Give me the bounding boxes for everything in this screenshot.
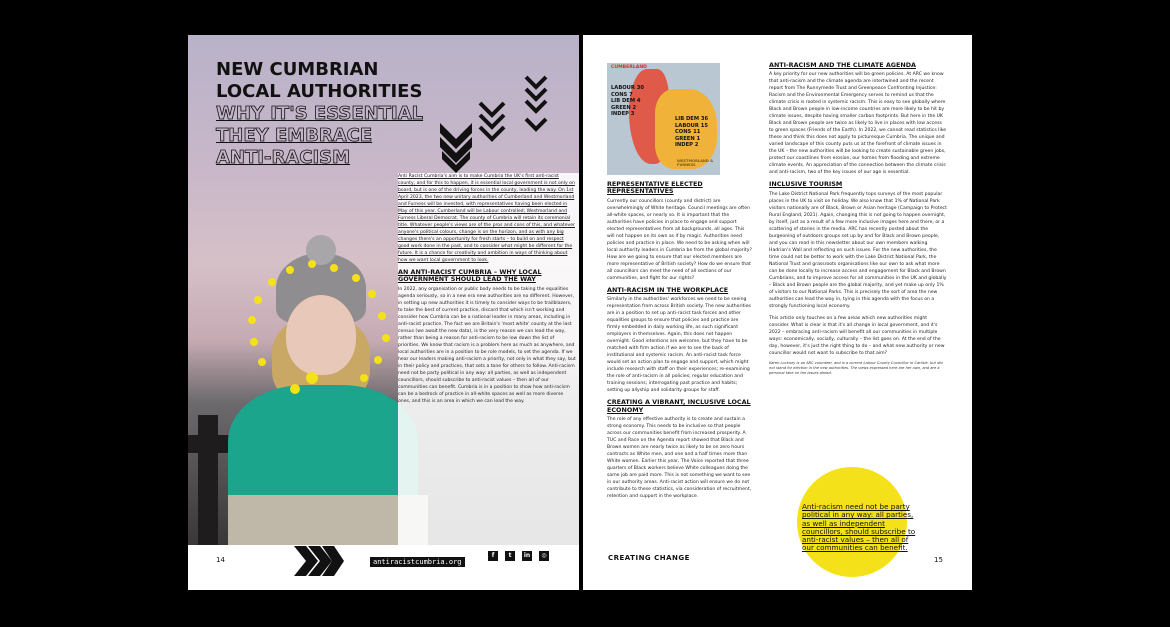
- page-number-left: 14: [216, 556, 225, 564]
- page-number-right: 15: [934, 556, 943, 564]
- linkedin-icon[interactable]: in: [523, 552, 531, 559]
- article-subtitle: [216, 103, 446, 169]
- cumberland-label: CUMBERLAND: [611, 65, 647, 70]
- left-page: [188, 35, 579, 590]
- title-line-1: NEW CUMBRIAN: [216, 59, 379, 80]
- title-line-2: LOCAL AUTHORITIES: [216, 81, 423, 102]
- section3-heading: ANTI-RACISM IN THE WORKPLACE: [607, 285, 729, 294]
- section3-body: Similarly in the authorities' workforces we need to be seeing representation from across British society. The new authorities are in a position to set up anti-racist task forces and other equalities groups to ensure that policies and practice are firmly embedded in daily working life, as such significant employers in themselves. Again, this does not happen overnight. Good intentions are welcome, but they have to be matched with firm action if we are to see the back of institutional and systemic racism. An anti-racist task force would set an action plan to engage and support, which might include research with staff on their experiences; re-examining the role of anti-racism in all policies; regular education and training sessions; interrogating past practice and habits; setting up allyship and solidarity groups for staff.: [607, 297, 751, 394]
- subtitle-line-3: ANTI-RACISM: [216, 147, 351, 168]
- section6-heading: INCLUSIVE TOURISM: [769, 180, 843, 189]
- section2-heading: REPRESENTATIVE ELECTED REPRESENTATIVES: [607, 180, 703, 196]
- website-url[interactable]: antiracistcumbria.org: [370, 557, 465, 567]
- section5-body: A key priority for our new authorities will be green policies. At ARC we know that anti-racism and the climate agenda are intertwined and the recent report from The Runnymede Trust and Greenpeace Confronting Injustice: Racism and the Environmental Emergency serves to remind us that the climate crisis is rooted in systemic racism. This is easy to see globally where Black and Brown people in low-income countries are more likely to be hit by climate issues, despite having smaller carbon footprints. But here in the UK Black and Brown people are twice as likely to live in places with low access to green spaces (Friends of the Earth). In 2022, we cannot read statistics like these and think this does not apply to picturesque Cumbria. The unique and varied landscape of this county puts us at the forefront of climate issues in the UK – the new authorities will be looking to create sustainable green jobs, protect our coastlines from erosion, our homes from flooding and extreme climate events. An appreciation of the connection between the climate crisis and anti-racism, two of the key issues of our age is essential.: [769, 72, 947, 176]
- subtitle-line-1: WHY IT'S ESSENTIAL: [216, 103, 424, 124]
- westmorland-results: LIB DEM 36 LABOUR 15 CONS 11 GREEN 1 INDEP 2: [675, 116, 709, 149]
- pull-quote: Anti-racism need not be party political in any way: all parties, as well as independent councillors, should subscribe to anti-racist values – then all of our communities can benefit.: [802, 502, 916, 553]
- section5-heading: ANTI-RACISM AND THE CLIMATE AGENDA: [769, 61, 916, 69]
- section1-heading: AN ANTI-RACIST CUMBRIA – WHY LOCAL GOVERNMENT SHOULD LEAD THE WAY: [398, 268, 542, 284]
- section4-body: The role of any effective authority is to create and sustain a strong economy. This needs to be inclusive so that people across our communities benefit from increased prosperity. A TUC and Race on the Agenda report showed that Black and Brown women are nearly twice as likely to be on zero hours contracts as White men, and one and a half times more than White women. Earlier this year, The Voice reported that three quarters of Black workers believe White colleagues doing the same job are paid more. This is not something we want to see in our authority areas. Anti-racist action will ensure we do not contribute to these statistics, via consideration of recruitment, retention and support in the workplace.: [607, 417, 752, 500]
- running-footer: CREATING CHANGE: [608, 554, 690, 562]
- cumberland-results: LABOUR 30 CONS 7 LIB DEM 4 GREEN 2 INDEP 3: [611, 85, 644, 118]
- right-page: [583, 35, 972, 590]
- left-footer: [188, 545, 579, 590]
- pull-quote-circle: [797, 467, 916, 577]
- right-column-1: [607, 181, 752, 500]
- intro-paragraph: Anti Racist Cumbria's aim is to make Cumbria the UK's first anti-racist county, and for this to happen, it is essential local government is not only on board, but is one of the driving forces in the county, leading the way. On 1st April 2023, the two new unitary authorities of Cumberland and Westmorland and Furness will be invested, with representatives having been elected in May of this year. Cumberland will be Labour controlled; Westmorland and Furness Liberal Democrat. The county of Cumbria will retain its ceremonial title. Whatever people's views are of the pros and cons of this, and whatever anyone's political colours, change is on the horizon, and as with any big changes there's an opportunity for fresh starts – to build on and respect good work done in the past, and to consider what might be different for the future. It is a chance for creativity and ambition in ways of thinking about how we want local government to look.: [398, 174, 575, 263]
- facebook-icon[interactable]: f: [488, 551, 498, 561]
- chevron-right-logo: [294, 546, 344, 576]
- westmorland-label: WESTMORLAND & FURNESS: [677, 159, 714, 168]
- yellow-dots-decoration: [248, 260, 398, 410]
- section2-body: Currently our councillors (county and district) are overwhelmingly of White heritage. Council meetings are often all-white spaces, or nearly so. It is important that the authorities have policies in place to engage and support elected representatives from all backgrounds, all ages. This will not happen on its own as if by magic. Authorities need policies and practice in place. We need to be asking when will local authority leaders in Cumbria be from the global majority? How are we going to ensure that our elected members are more representative of British society? How do we ensure that all councillors can meet the need of all sections of our communities, and fight for our rights?: [607, 198, 752, 281]
- section4-heading: CREATING A VIBRANT, INCLUSIVE LOCAL ECONOMY: [607, 398, 751, 414]
- section6-body: The Lake District National Park frequently tops surveys of the most popular places in the UK to visit on holiday. We also know that 1% of National Park visitors nationally are of Black, Brown or Asian heritage (Campaign to Protect Rural England, 2021). Again, changing this is not going to happen overnight, by itself, just as a result of a few more inclusive images here and there, or a scattering of stories in the media. ARC has recently posted about the burgeoning of outdoors groups set up by and for Black and Brown people, and you can read in this newsletter about our own members walking Hadrian's Wall and reflecting on such issues. For the new authorities, the time could not be better to work with the Lake District National Park, the National Trust and grassroots organisations like our own to ask what more can be done locally to increase access and engagement for Black and Brown Cumbrians, and to improve access for all communities in the UK and globally – Black and Brown people are the global majority, and yet make up only 1% of visitors to our National Parks. This is precisely the sort of area the new authorities can lead the way in, tying in this agenda with the focus on a strongly functioning local economy.: [769, 191, 947, 309]
- election-map: [607, 63, 720, 175]
- right-column-2: [769, 62, 947, 376]
- twitter-icon[interactable]: t: [505, 551, 515, 561]
- subtitle-line-2: THEY EMBRACE: [216, 125, 373, 146]
- left-text-column: [398, 173, 579, 545]
- author-credit: Karen Lockney is an ARC volunteer, and is a current Labour County Councillor in Carlisle, but did not stand for election in the new authorities. The views expressed here are her own, and are a personal take on the issues ahead.: [769, 360, 943, 375]
- closing-paragraph: This article only touches on a few areas which new authorities might consider. What is clear is that it's all change in local government, and it's 2022 – embracing anti-racism will benefit all our communities in multiple ways: economically, socially, culturally – the list goes on. At the end of the day, however, it's just the right thing to do – and what new authority or new councillor would not want to subscribe to that aim?: [769, 315, 945, 356]
- article-title: [216, 59, 446, 103]
- instagram-icon[interactable]: ◎: [539, 551, 549, 561]
- section1-body: In 2022, any organisation or public body needs to be taking the equalities agenda seriously, so in a new era new authorities are no different. However, in setting up new authorities it is timely to consider ways to be trailblazers, to take the best of current practice, discard that which isn't working and consider how Cumbria can be a national leader in many areas, including in anti-racist practice. The fact we are Britain's 'most white' county at the last census (we await the new data), is the very reason we can lead the way, rather than being a reason for anti-racism to be low down the list of priorities. We know that racism is a problem here as much as anywhere, and local authorities are in a position to be role models, to set the agenda. If we hear our leaders making anti-racism a priority, not only in what they say, but in their policy and practices, that sets a tone for others to follow. Anti-racism need not be party political in any way: all parties, as well as independent councillors, should subscribe to anti-racist values – then all of our communities can benefit. Cumbria is in a position to show how anti-racism can be a bedrock of practice in all-white spaces as well as more diverse ones, and this is an area in which we can lead the way.: [398, 286, 576, 404]
